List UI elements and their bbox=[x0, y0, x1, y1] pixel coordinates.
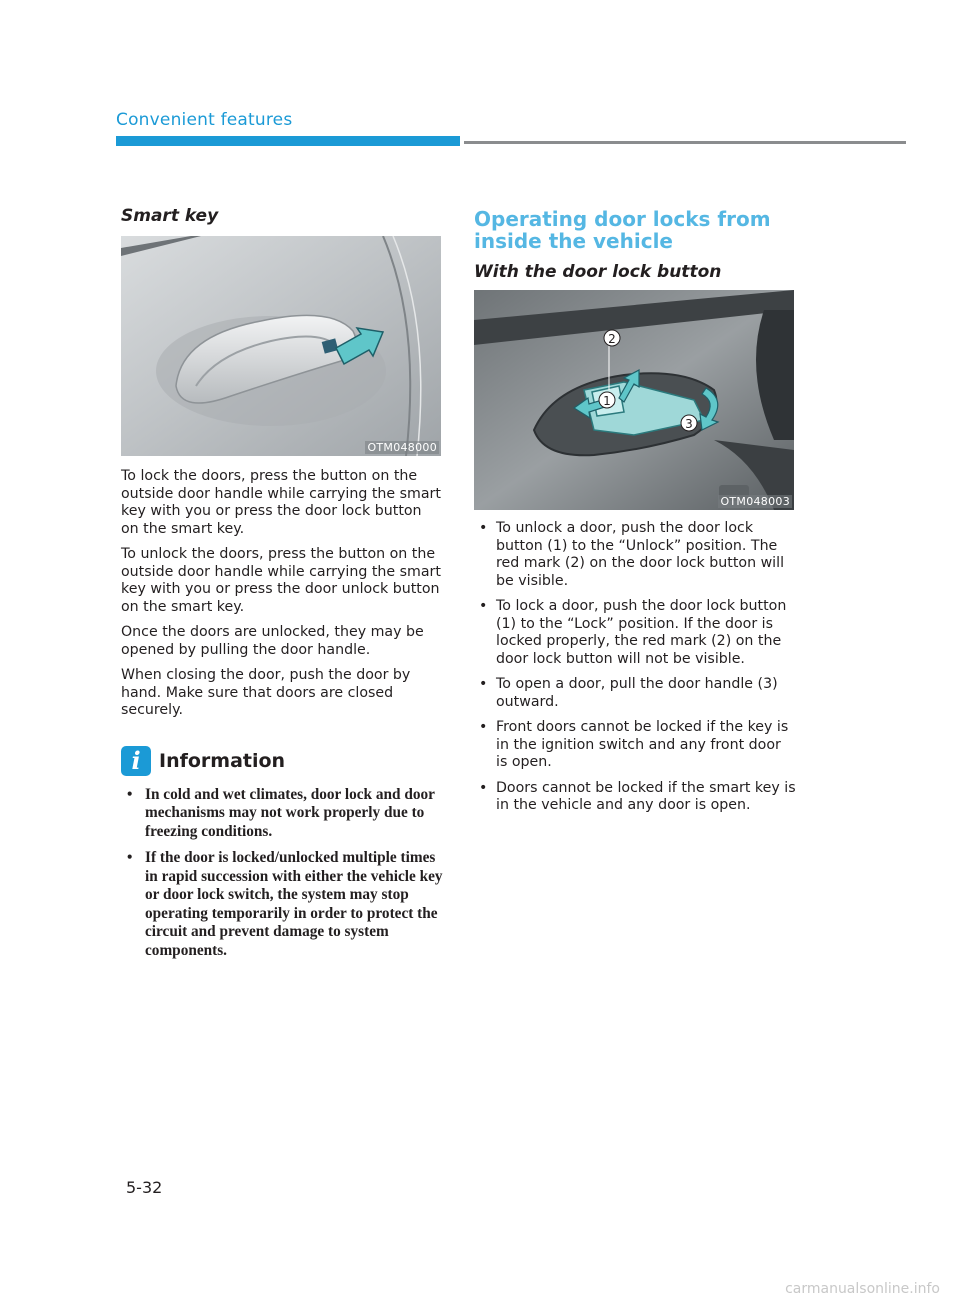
callout-2: 2 bbox=[608, 332, 616, 346]
header-accent-bar bbox=[116, 136, 460, 146]
list-item: • To open a door, pull the door handle (3) outward. bbox=[474, 676, 796, 711]
running-header-title: Convenient features bbox=[116, 110, 293, 130]
watermark-logo bbox=[600, 1278, 940, 1298]
information-icon: i bbox=[121, 746, 151, 776]
callout-1: 1 bbox=[603, 394, 611, 408]
door-lock-button-subheading: With the door lock button bbox=[474, 262, 722, 282]
paragraph-close: When closing the door, push the door by hand. Make sure that doors are closed securely. bbox=[121, 667, 411, 718]
list-item: • To unlock a door, push the door lock button (1) to the “Unlock” position. The red mark (2) on the door lock button will be visible. bbox=[474, 520, 796, 590]
watermark-text: carmanualsonline.info bbox=[785, 1281, 940, 1297]
information-heading bbox=[121, 746, 443, 776]
section-title: Operating door locks from inside the vehicle bbox=[474, 207, 771, 253]
list-item: • Doors cannot be locked if the smart key is in the vehicle and any door is open. bbox=[474, 780, 796, 815]
paragraph-unlock: To unlock the doors, press the button on the outside door handle while carrying the smart key with you or press the door unlock button on the smart key. bbox=[121, 546, 441, 615]
information-item: • In cold and wet climates, door lock and door mechanisms may not work properly due to freezing conditions. bbox=[121, 786, 443, 842]
door-handle-illustration bbox=[121, 236, 441, 456]
door-handle-image bbox=[121, 236, 441, 456]
information-item: • If the door is locked/unlocked multiple times in rapid succession with either the vehicle key or door lock switch, the system may stop operating temporarily in order to protect the circuit and prevent damage to system components. bbox=[121, 849, 443, 960]
right-column bbox=[474, 208, 796, 823]
list-item: • Front doors cannot be locked if the key is in the ignition switch and any front door is open. bbox=[474, 719, 796, 772]
information-list bbox=[121, 786, 443, 961]
door-lock-instructions bbox=[474, 520, 796, 815]
information-label: Information bbox=[159, 749, 286, 772]
smart-key-subheading: Smart key bbox=[121, 206, 219, 226]
figure-code: OTM048003 bbox=[720, 495, 790, 508]
header-rule bbox=[464, 141, 906, 144]
interior-door-image bbox=[474, 290, 794, 510]
callout-3: 3 bbox=[685, 417, 693, 431]
figure-code: OTM048000 bbox=[367, 441, 437, 454]
paragraph-open: Once the doors are unlocked, they may be opened by pulling the door handle. bbox=[121, 624, 424, 658]
list-item: • To lock a door, push the door lock button (1) to the “Lock” position. If the door is locked properly, the red mark (2) on the door lock button will not be visible. bbox=[474, 598, 796, 668]
interior-door-illustration bbox=[474, 290, 794, 510]
paragraph-lock: To lock the doors, press the button on the outside door handle while carrying the smart key with you or press the door lock button on the smart key. bbox=[121, 468, 441, 537]
page-number: 5-32 bbox=[126, 1178, 163, 1197]
left-column bbox=[121, 206, 443, 968]
